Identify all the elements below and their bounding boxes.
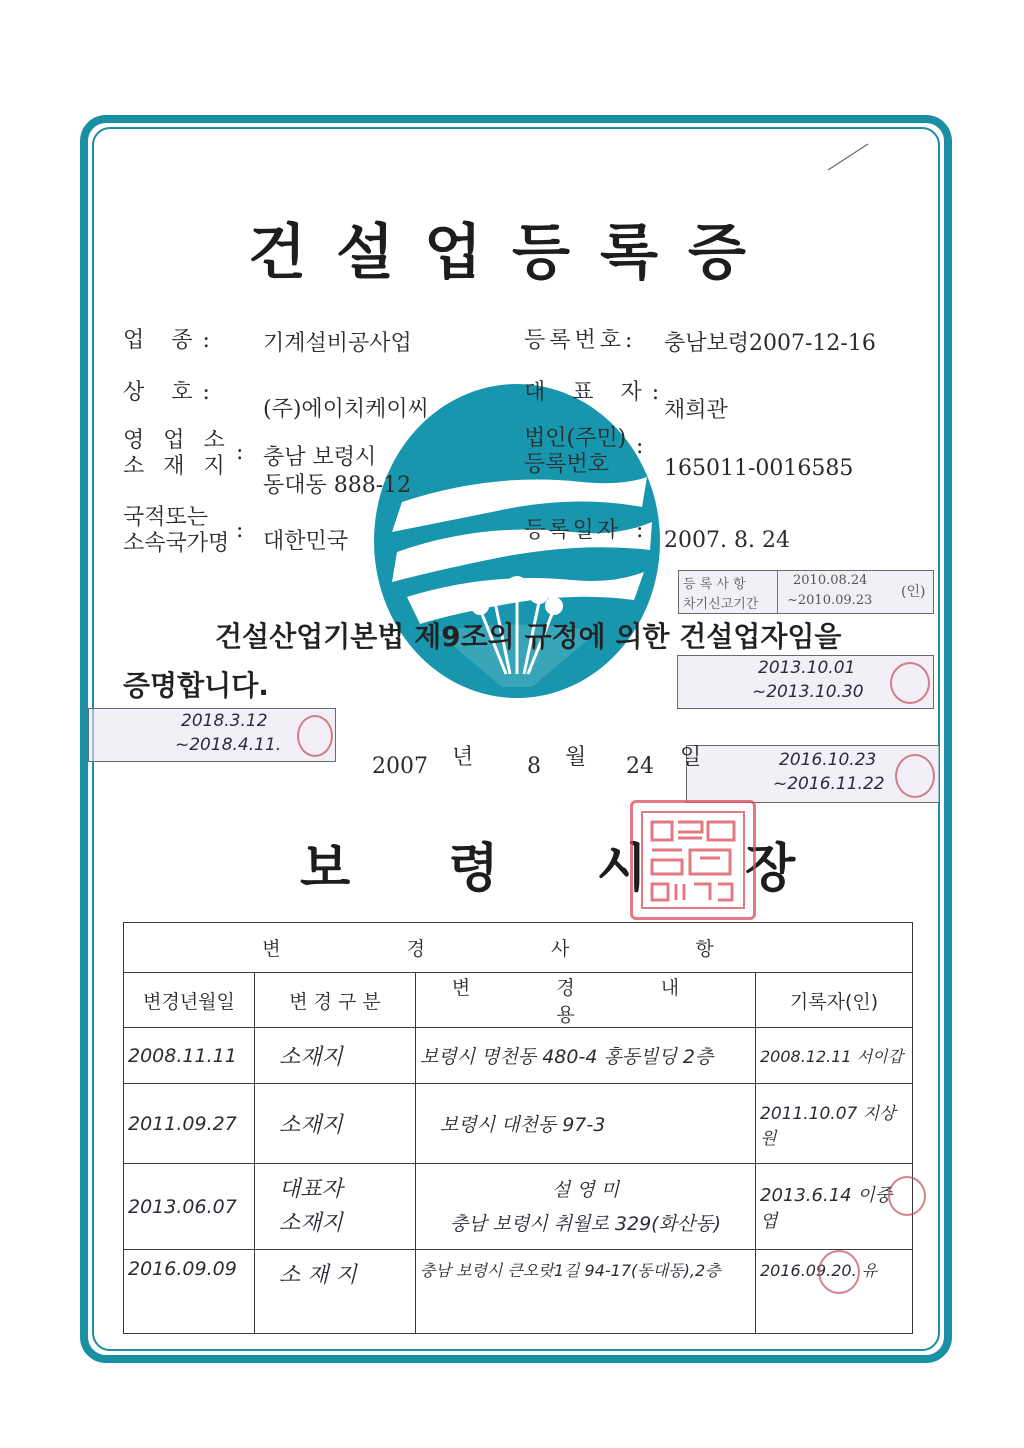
corp-no-value: 165011-0016585 bbox=[664, 456, 854, 481]
table-row bbox=[124, 1028, 913, 1084]
seal-icon bbox=[895, 754, 935, 798]
report-period-stamp-2016 bbox=[686, 745, 940, 803]
row-type: 대표자 소재지 bbox=[255, 1164, 416, 1250]
header-change-content: 변 경 내 용 bbox=[416, 973, 756, 1028]
rep-label: 대 표 자: bbox=[524, 380, 670, 405]
business-type-label: 업 종: bbox=[123, 328, 220, 353]
period-2013-end: ~2013.10.30 bbox=[752, 682, 864, 702]
seal-icon bbox=[297, 715, 333, 757]
period-2016-start: 2016.10.23 bbox=[779, 750, 877, 770]
office-line-2: 동대동 888-12 bbox=[263, 473, 412, 498]
reg-no-value: 충남보령2007-12-16 bbox=[664, 331, 876, 356]
change-table-title: 변 경 사 항 bbox=[124, 923, 913, 973]
row-recorder: 2008.12.11 서이갑 bbox=[756, 1028, 913, 1084]
row-recorder: 2013.6.14 이중엽 bbox=[756, 1164, 913, 1250]
row-recorder: 2011.10.07 지상원 bbox=[756, 1084, 913, 1164]
issue-month: 8 bbox=[527, 754, 541, 779]
header-change-date: 변경년월일 bbox=[124, 973, 255, 1028]
row-content: 보령시 대천동 97-3 bbox=[416, 1084, 756, 1164]
reg-date-value: 2007. 8. 24 bbox=[664, 528, 790, 553]
nation-label-2: 소속국가명 bbox=[123, 531, 230, 556]
trade-name-label: 상 호: bbox=[123, 380, 220, 405]
report-label-2: 차기신고기간 bbox=[683, 597, 759, 612]
issuer-title: 보 령 시 장 bbox=[300, 839, 796, 899]
table-row bbox=[124, 1250, 913, 1334]
table-row bbox=[124, 1164, 913, 1250]
row-content: 충남 보령시 큰오랏1길 94-17(동대동),2층 bbox=[416, 1250, 756, 1334]
change-history-table bbox=[123, 922, 913, 1334]
reg-date-colon: : bbox=[636, 518, 644, 543]
issue-day: 24 bbox=[626, 754, 654, 779]
seal-icon bbox=[890, 662, 930, 704]
office-line-1: 충남 보령시 bbox=[263, 445, 377, 470]
report-period-stamp bbox=[678, 570, 934, 614]
row-type: 소 재 지 bbox=[255, 1250, 416, 1334]
issue-month-unit: 월 bbox=[565, 745, 587, 770]
business-type-value: 기계설비공사업 bbox=[263, 331, 412, 356]
report-label-1: 등 록 사 항 bbox=[683, 577, 746, 592]
corp-colon: : bbox=[636, 434, 644, 459]
report-period-stamp-2018 bbox=[88, 708, 336, 762]
nation-value: 대한민국 bbox=[263, 529, 349, 554]
row-recorder: 2016.09.20. 유 bbox=[756, 1250, 913, 1334]
row-date: 2016.09.09 bbox=[124, 1250, 255, 1334]
reg-no-label: 등록번호: bbox=[524, 328, 637, 353]
issue-year: 2007 bbox=[372, 754, 428, 779]
row-type: 소재지 bbox=[255, 1028, 416, 1084]
document-title: 건설업등록증 bbox=[248, 218, 776, 288]
rep-value: 채희관 bbox=[664, 398, 728, 423]
period-2013-start: 2013.10.01 bbox=[758, 658, 856, 678]
period-2016-end: ~2016.11.22 bbox=[773, 774, 885, 794]
recorder-seal-icon bbox=[818, 1250, 860, 1294]
row-content: 보령시 명천동 480-4 홍동빌딩 2층 bbox=[416, 1028, 756, 1084]
recorder-seal-icon bbox=[888, 1176, 926, 1216]
report-date-1: 2010.08.24 bbox=[793, 573, 868, 588]
issue-day-unit: 일 bbox=[680, 745, 702, 770]
office-label-2: 소 재 지 bbox=[123, 454, 231, 479]
certification-line-1: 건설산업기본법 제9조의 규정에 의한 건설업자임을 bbox=[215, 620, 842, 653]
nation-colon: : bbox=[236, 518, 244, 543]
certification-line-2: 증명합니다. bbox=[123, 669, 269, 702]
reg-date-label: 등록일자 bbox=[524, 518, 622, 543]
row-type: 소재지 bbox=[255, 1084, 416, 1164]
report-period-stamp-2013 bbox=[677, 655, 934, 709]
table-row bbox=[124, 1084, 913, 1164]
report-date-2: ~2010.09.23 bbox=[787, 593, 873, 608]
row-date: 2013.06.07 bbox=[124, 1164, 255, 1250]
corp-label-1: 법인(주민) bbox=[524, 426, 627, 451]
report-divider bbox=[777, 571, 778, 613]
office-label-1: 영 업 소 bbox=[123, 428, 231, 453]
row-content: 설 영 미 충남 보령시 취월로 329(화산동) bbox=[416, 1164, 756, 1250]
header-change-type: 변 경 구 분 bbox=[255, 973, 416, 1028]
issue-year-unit: 년 bbox=[452, 745, 474, 770]
report-seal: (인) bbox=[901, 584, 926, 600]
header-recorder: 기록자(인) bbox=[756, 973, 913, 1028]
office-colon: : bbox=[236, 440, 244, 465]
official-seal-icon bbox=[630, 800, 756, 920]
period-2018-start: 2018.3.12 bbox=[181, 711, 268, 731]
row-date: 2011.09.27 bbox=[124, 1084, 255, 1164]
period-2018-end: ~2018.4.11. bbox=[175, 735, 282, 755]
trade-name-value: (주)에이치케이씨 bbox=[263, 397, 429, 422]
corp-label-2: 등록번호 bbox=[524, 452, 610, 477]
pen-mark bbox=[826, 142, 870, 172]
row-date: 2008.11.11 bbox=[124, 1028, 255, 1084]
nation-label-1: 국적또는 bbox=[123, 505, 209, 530]
